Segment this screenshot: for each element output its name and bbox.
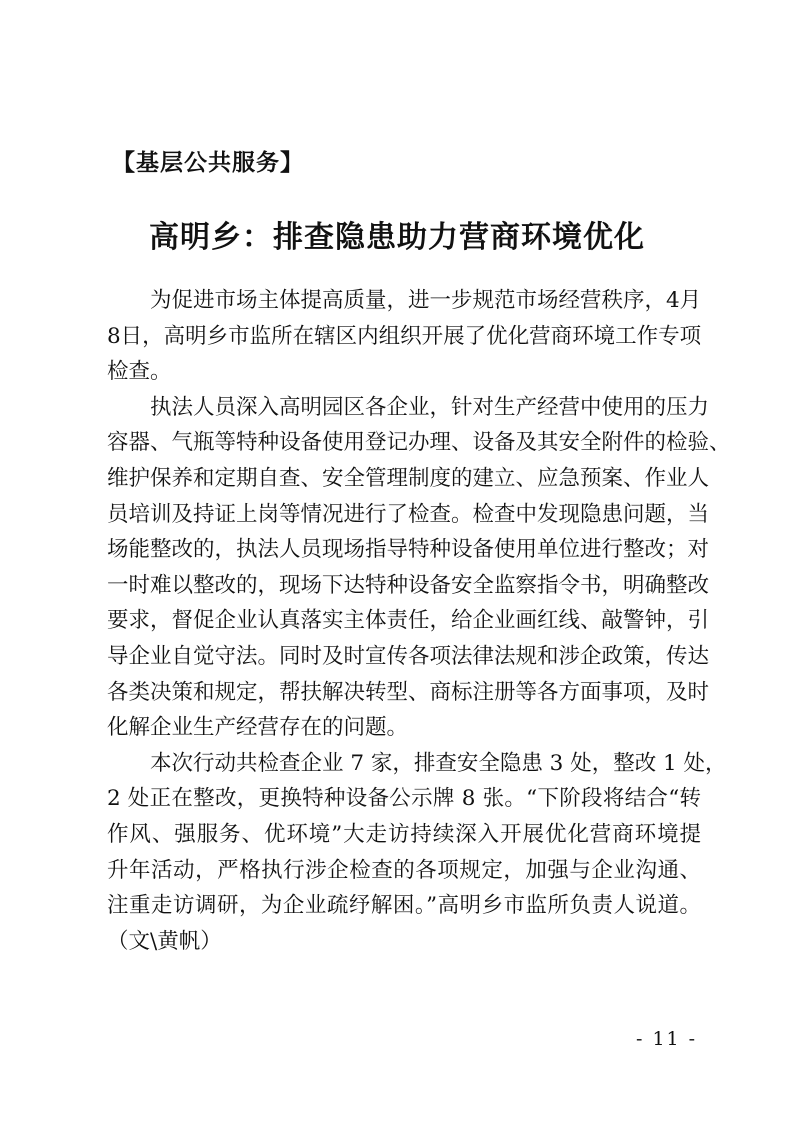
paragraph-line: 维护保养和定期自查、安全管理制度的建立、应急预案、作业人 <box>107 465 710 491</box>
paragraph-line: 各类决策和规定，帮扶解决转型、商标注册等各方面事项，及时 <box>107 679 710 705</box>
paragraph-line: 检查。 <box>107 359 172 385</box>
paragraph-line: 8日，高明乡市监所在辖区内组织开展了优化营商环境工作专项 <box>107 323 702 349</box>
paragraph <box>107 746 727 960</box>
paragraph-line: 作风、强服务、优环境”大走访持续深入开展优化营商环境提 <box>107 821 701 847</box>
paragraph-line: 场能整改的，执法人员现场指导特种设备使用单位进行整改；对 <box>107 537 710 563</box>
paragraph <box>107 390 731 746</box>
paragraph-line: 化解企业生产经营存在的问题。 <box>107 715 409 741</box>
page-number: - 11 - <box>636 1028 698 1050</box>
paragraph-line: 一时难以整改的，现场下达特种设备安全监察指令书，明确整改 <box>107 572 710 598</box>
paragraph-line: 员培训及持证上岗等情况进行了检查。检查中发现隐患问题，当 <box>107 501 710 527</box>
paragraph-line: 注重走访调研，为企业疏纾解困。”高明乡市监所负责人说道。 <box>107 893 701 919</box>
article-body <box>107 283 731 959</box>
paragraph-line: 为促进市场主体提高质量，进一步规范市场经营秩序，4月 <box>150 288 702 313</box>
paragraph-line: （文\黄帆） <box>107 928 222 954</box>
paragraph <box>107 283 701 390</box>
paragraph-line: 执法人员深入高明园区各企业，针对生产经营中使用的压力 <box>150 394 710 420</box>
paragraph-line: 升年活动，严格执行涉企检查的各项规定，加强与企业沟通、 <box>107 857 701 883</box>
paragraph-line: 容器、气瓶等特种设备使用登记办理、设备及其安全附件的检验、 <box>107 430 731 456</box>
paragraph-line: 要求，督促企业认真落实主体责任，给企业画红线、敲警钟，引 <box>107 608 710 634</box>
section-label: 【基层公共服务】 <box>112 150 304 176</box>
article-title: 高明乡：排查隐患助力营商环境优化 <box>149 220 645 255</box>
paragraph-line: 本次行动共检查企业 7 家，排查安全隐患 3 处，整改 1 处， <box>150 750 727 776</box>
paragraph-line: 2 处正在整改，更换特种设备公示牌 8 张。“下阶段将结合“转 <box>107 786 701 812</box>
paragraph-line: 导企业自觉守法。同时及时宣传各项法律法规和涉企政策，传达 <box>107 643 710 669</box>
